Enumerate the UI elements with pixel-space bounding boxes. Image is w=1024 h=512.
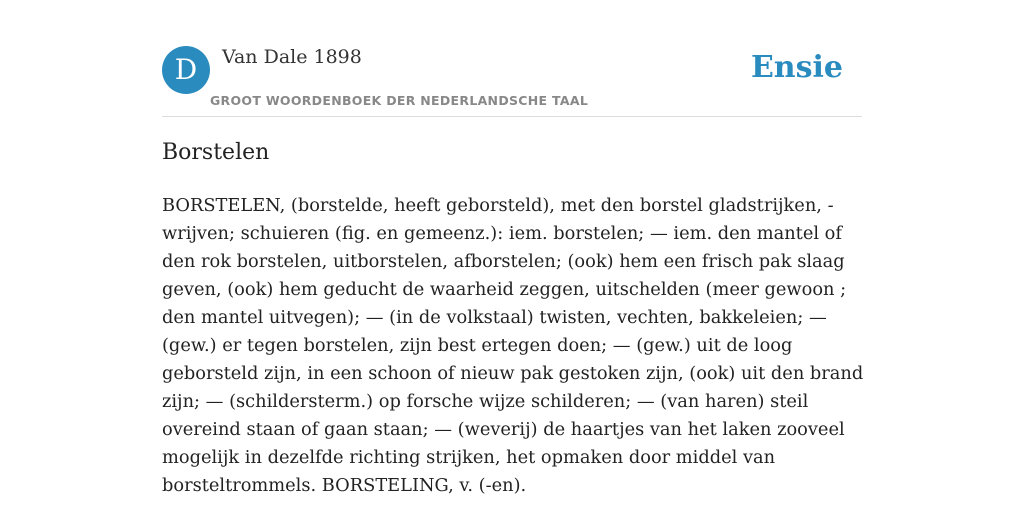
source-logo[interactable]: D bbox=[162, 46, 210, 94]
entry-definition: BORSTELEN, (borstelde, heeft geborsteld), met den borstel gladstrijken, -wrijven; schuieren (fig. en gemeenz.): iem. borstelen; — iem. den mantel of den rok borstelen, uitborstelen, afborstelen; (ook) hem een frisch pak slaag geven, (ook) hem geducht de waarheid zeggen, uitschelden (meer gewoon ; den mantel uitvegen); — (in de volkstaal) twisten, vechten, bakkeleien; — (gew.) er tegen borstelen, zijn best ertegen doen; — (gew.) uit de loog geborsteld zijn, in een schoon of nieuw pak gestoken zijn, (ook) uit den brand zijn; — (schildersterm.) op forsche wijze schilderen; — (van haren) steil overeind staan of gaan staan; — (weverij) de haartjes van het laken zooveel mogelijk in dezelfde richting strijken, het opmaken door middel van borsteltrommels. BORSTELING, v. (-en). bbox=[162, 195, 864, 496]
source-title[interactable]: Van Dale 1898 bbox=[222, 46, 362, 68]
header bbox=[162, 46, 862, 117]
brand-logo[interactable]: Ensie bbox=[750, 50, 843, 85]
entry-title: Borstelen bbox=[162, 140, 270, 165]
source-subtitle: GROOT WOORDENBOEK DER NEDERLANDSCHE TAAL bbox=[210, 93, 589, 108]
